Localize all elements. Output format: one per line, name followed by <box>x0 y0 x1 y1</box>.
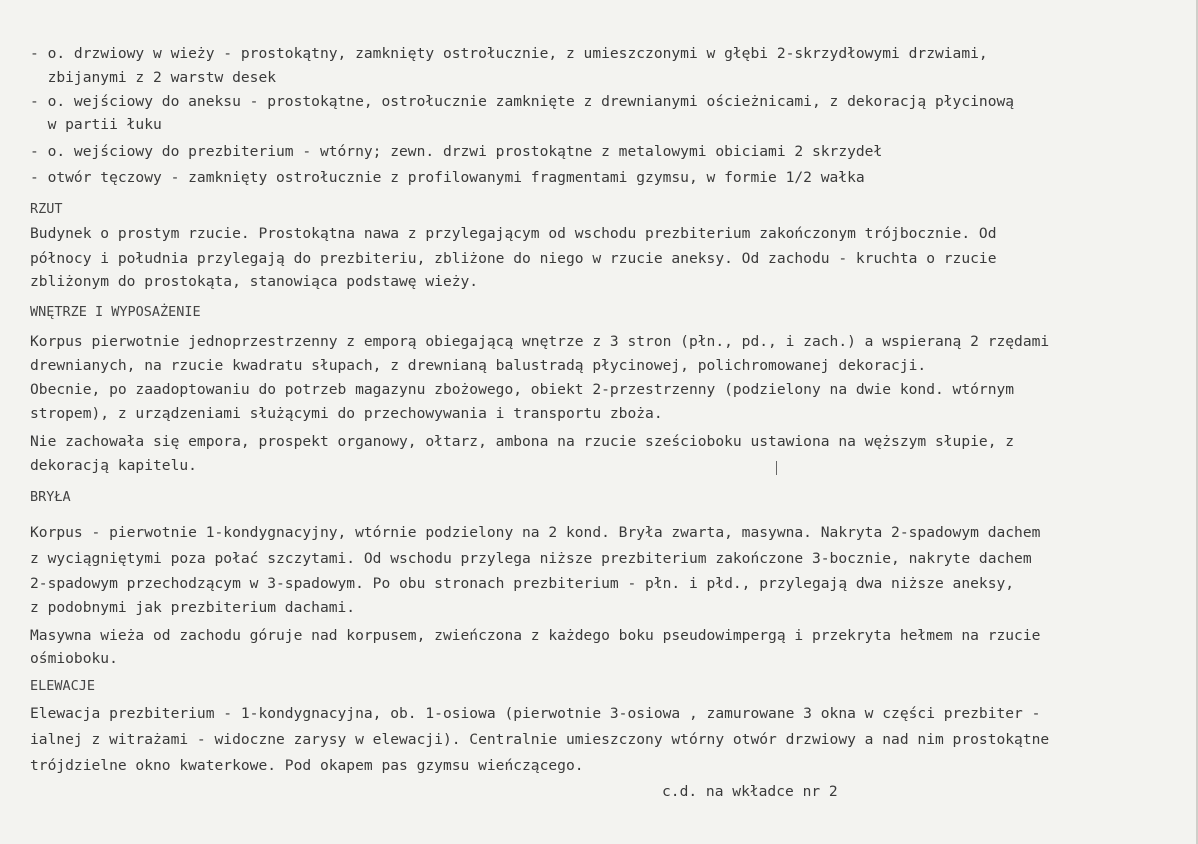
text-line: - o. wejściowy do aneksu - prostokątne, ostrołucznie zamknięte z drewnianymi ościeżnicami, z dekoracją płycinową <box>30 93 1015 110</box>
text-line: Nie zachowała się empora, prospekt organowy, ołtarz, ambona na rzucie sześcioboku ustawiona na węższym słupie, z <box>30 433 1015 450</box>
text-line: zbliżonym do prostokąta, stanowiąca podstawę wieży. <box>30 273 479 290</box>
text-line: 2-spadowym przechodzącym w 3-spadowym. Po obu stronach prezbiterium - płn. i płd., przylegają dwa niższe aneksy, <box>30 575 1015 592</box>
pen-mark <box>776 461 777 475</box>
section-heading-rzut: RZUT <box>30 201 63 217</box>
text-line: północy i południa przylegają do prezbiteriu, zbliżone do niego w rzucie aneksy. Od zachodu - kruchta o rzucie <box>30 250 997 267</box>
continuation-note: c.d. na wkładce nr 2 <box>662 783 838 800</box>
text-line: - o. wejściowy do prezbiterium - wtórny; zewn. drzwi prostokątne z metalowymi obiciami 2 skrzydeł <box>30 143 883 160</box>
section-heading-elewacje: ELEWACJE <box>30 678 96 694</box>
text-line: Budynek o prostym rzucie. Prostokątna nawa z przylegającym od wschodu prezbiterium zakończonym trójbocznie. Od <box>30 225 997 242</box>
text-line: ialnej z witrażami - widoczne zarysy w elewacji). Centralnie umieszczony wtórny otwór drzwiowy a nad nim prostokątne <box>30 731 1050 748</box>
text-line: Elewacja prezbiterium - 1-kondygnacyjna, ob. 1-osiowa (pierwotnie 3-osiowa , zamurowane 3 okna w części prezbiter - <box>30 705 1041 722</box>
text-line: Korpus - pierwotnie 1-kondygnacyjny, wtórnie podzielony na 2 kond. Bryła zwarta, masywna. Nakryta 2-spadowym dachem <box>30 524 1041 541</box>
text-line: z wyciągniętymi poza połać szczytami. Od wschodu przylega niższe prezbiterium zakończone 3-bocznie, nakryte dachem <box>30 550 1032 567</box>
text-line: trójdzielne okno kwaterkowe. Pod okapem pas gzymsu wieńczącego. <box>30 757 584 774</box>
text-line: Masywna wieża od zachodu góruje nad korpusem, zwieńczona z każdego boku pseudowimpergą i przekryta hełmem na rzucie <box>30 627 1041 644</box>
text-line: - otwór tęczowy - zamknięty ostrołucznie z profilowanymi fragmentami gzymsu, w formie 1/2 wałka <box>30 169 865 186</box>
section-heading-bryla: BRYŁA <box>30 489 71 505</box>
text-line: drewnianych, na rzucie kwadratu słupach, z drewnianą balustradą płycinowej, polichromowanej dekoracji. <box>30 357 927 374</box>
text-line: Obecnie, po zaadoptowaniu do potrzeb magazynu zbożowego, obiekt 2-przestrzenny (podzielony na dwie kond. wtórnym <box>30 381 1015 398</box>
text-line: dekoracją kapitelu. <box>30 457 197 474</box>
section-heading-wnetrze: WNĘTRZE I WYPOSAŻENIE <box>30 304 201 320</box>
text-line: z podobnymi jak prezbiterium dachami. <box>30 599 356 616</box>
text-line: - o. drzwiowy w wieży - prostokątny, zamknięty ostrołucznie, z umieszczonymi w głębi 2-skrzydłowymi drzwiami, <box>30 45 988 62</box>
text-line: zbijanymi z 2 warstw desek <box>30 69 277 86</box>
text-line: stropem), z urządzeniami służącymi do przechowywania i transportu zboża. <box>30 405 663 422</box>
text-line: Korpus pierwotnie jednoprzestrzenny z emporą obiegającą wnętrze z 3 stron (płn., pd., i zach.) a wspieraną 2 rzędami <box>30 333 1050 350</box>
text-line: w partii łuku <box>30 116 162 133</box>
text-line: ośmioboku. <box>30 650 118 667</box>
